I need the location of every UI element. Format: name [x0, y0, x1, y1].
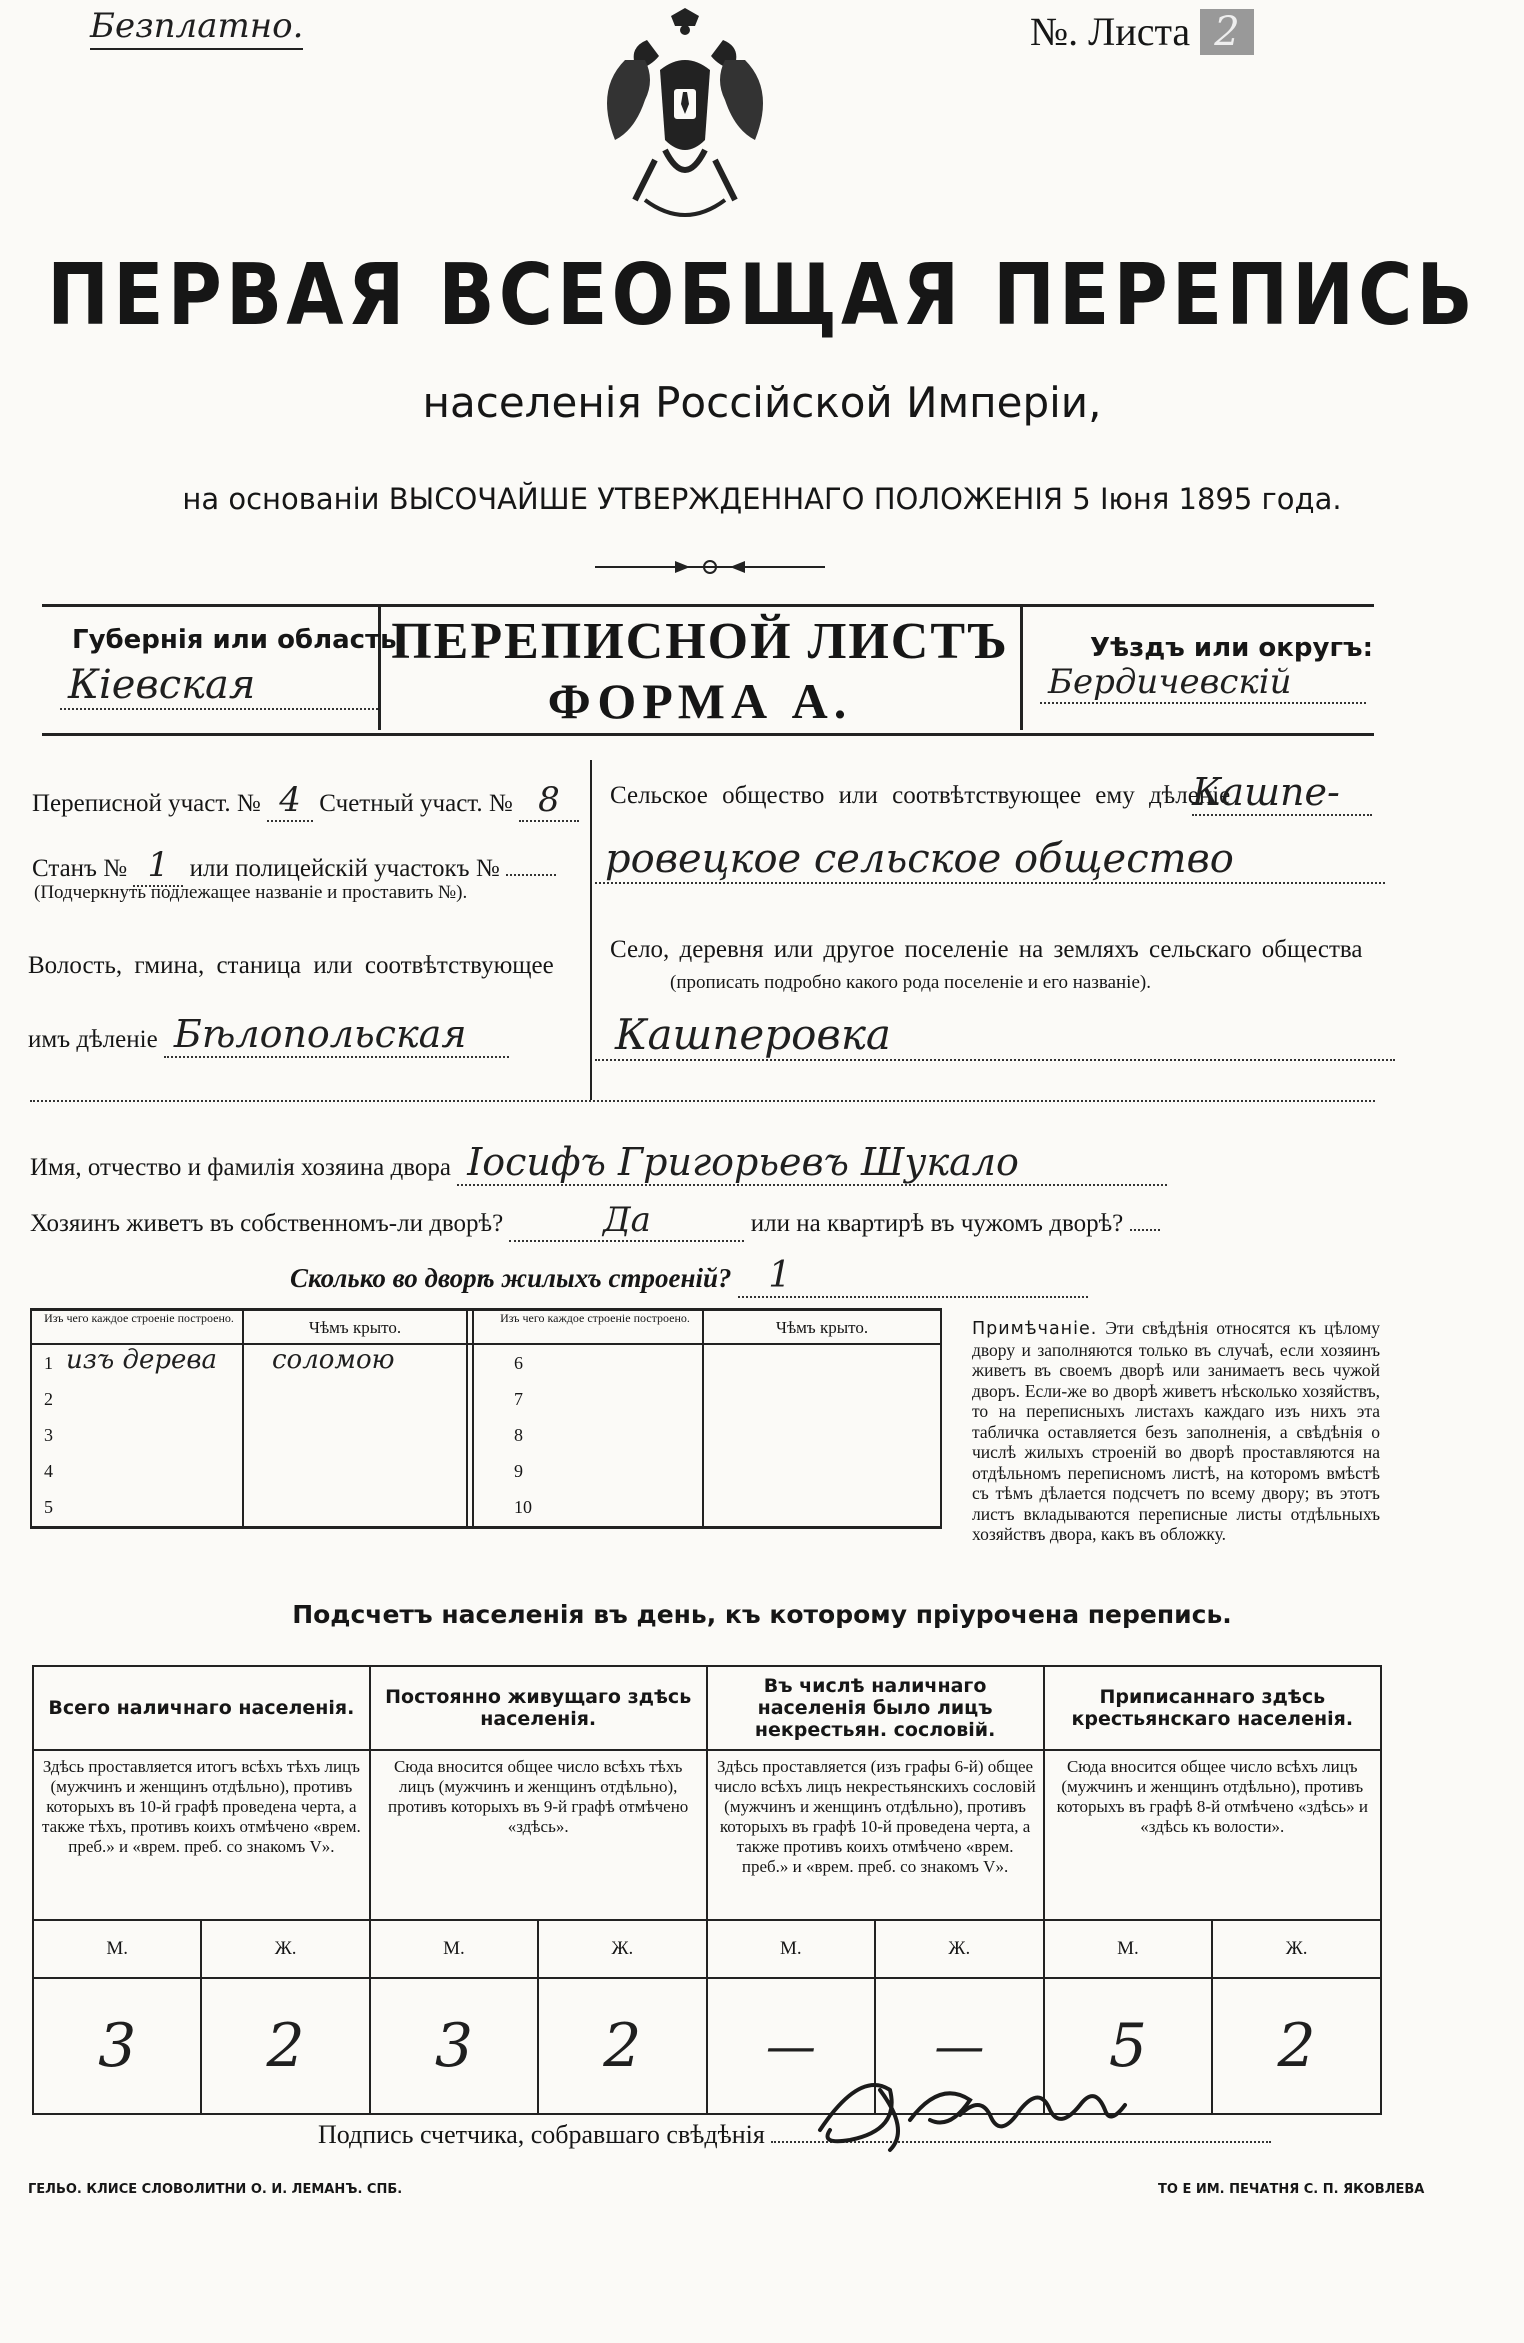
count-male: — — [707, 1978, 876, 2114]
own-yard-value: Да — [509, 1200, 744, 1242]
count-female: — — [875, 1978, 1044, 2114]
own-yard-label: Хозяинъ живетъ въ собственномъ-ли дворѣ? — [30, 1210, 504, 1237]
f-header: Ж. — [538, 1920, 706, 1978]
count-female: 2 — [201, 1978, 369, 2114]
building-num: 1 — [44, 1353, 53, 1373]
building-num: 2 — [44, 1389, 53, 1409]
stan-label: Станъ № — [32, 855, 128, 882]
building-num: 7 — [514, 1389, 523, 1409]
building-row — [44, 1489, 924, 1525]
census-section-row — [32, 780, 579, 822]
building-num: 5 — [44, 1497, 53, 1517]
building-num: 8 — [514, 1425, 523, 1445]
col-roof-header-left: Чѣмъ крыто. — [308, 1318, 402, 1337]
f-header: Ж. — [875, 1920, 1044, 1978]
province-label: Губернія или область: — [72, 625, 407, 655]
buildings-count-row — [290, 1255, 1088, 1298]
building-num: 3 — [44, 1425, 53, 1445]
page-basis: на основаніи ВЫСОЧАЙШЕ УТВЕРЖДЕННАГО ПОЛОЖЕНІЯ 5 Іюня 1895 года. — [182, 482, 1342, 516]
m-header: М. — [370, 1920, 538, 1978]
buildings-table — [30, 1308, 942, 1528]
volost-value: Бѣлопольская — [164, 1012, 509, 1058]
count-section-label: Счетный участ. № — [319, 790, 513, 817]
owner-name-value: Іосифъ Григорьевъ Шукало — [457, 1140, 1167, 1186]
free-label: Безплатно. — [90, 6, 303, 50]
sheet-number-label: №. Листа — [1030, 9, 1191, 54]
group-title: Приписаннаго здѣсь крестьянскаго населенія. — [1044, 1666, 1381, 1750]
note-text: Эти свѣдѣнія относятся къ цѣлому двору и заполняются только въ случаѣ, если хозяинъ живетъ въ своемъ дворѣ или занимаетъ весь чужой дворъ. Если-же во дворѣ живетъ нѣсколько хозяйствъ, то на переписныхъ листахъ каждаго изъ нихъ эта табличка оставляется безъ заполненія, а свѣдѣнія о числѣ жилыхъ строеній во дворѣ проставляются на отдѣльномъ переписномъ листѣ, на которомъ вмѣстѣ съ тѣмъ дѣлается подсчетъ по всему двору; въ этотъ листъ вкладываются переписные листы отдѣльныхъ хозяйствъ двора, какъ въ обложку. — [972, 1318, 1380, 1544]
volost-row — [28, 1012, 509, 1058]
fields-bottom-rule — [30, 1100, 1375, 1102]
building-roof: соломою — [272, 1345, 395, 1375]
volost-label-2: имъ дѣленіе — [28, 1026, 158, 1053]
group-desc: Сюда вносится общее число всѣхъ лицъ (мужчинъ и женщинъ отдѣльно), противъ которыхъ въ графѣ 8-й отмѣчено «здѣсь» и «здѣсь къ волости». — [1044, 1750, 1381, 1920]
province-value: Кіевская — [60, 662, 378, 710]
volost-label-1: Волость, гмина, станица или соотвѣтствующее — [28, 952, 554, 979]
group-title: Всего наличнаго населенія. — [33, 1666, 370, 1750]
stan-row — [32, 845, 556, 887]
signature-label: Подпись счетчика, собравшаго свѣдѣнія — [318, 2120, 765, 2149]
left-right-divider — [590, 760, 592, 1100]
police-label: или полицейскій участокъ № — [189, 855, 500, 882]
building-num: 9 — [514, 1461, 523, 1481]
building-row — [44, 1345, 924, 1381]
village-label: Село, деревня или другое поселеніе на земляхъ сельскаго общества — [610, 936, 1363, 963]
count-male: 3 — [33, 1978, 201, 2114]
building-material: изъ дерева — [66, 1345, 218, 1375]
building-num: 4 — [44, 1461, 53, 1481]
society-value-2: ровецкое сельское общество — [595, 836, 1385, 884]
census-section-label: Переписной участ. № — [32, 790, 261, 817]
sheet-number — [1030, 8, 1254, 55]
owner-name-label: Имя, отчество и фамилія хозяина двора — [30, 1154, 451, 1181]
form-box-right-divider — [1020, 604, 1023, 730]
counter-signature — [790, 2060, 1150, 2170]
census-section-value: 4 — [267, 780, 313, 822]
count-male: 5 — [1044, 1978, 1213, 2114]
building-row — [44, 1381, 924, 1417]
f-header: Ж. — [201, 1920, 369, 1978]
col-material-header-left: Изъ чего каждое строеніе построено. — [44, 1311, 234, 1325]
count-female: 2 — [538, 1978, 706, 2114]
group-desc: Здѣсь проставляется итогъ всѣхъ тѣхъ лицъ (мужчинъ и женщинъ отдѣльно), противъ которыхъ въ 10-й графѣ проведена черта, а также тѣхъ, противъ коихъ отмѣчено «врем. преб.» и «врем. преб. со знакомъ V». — [33, 1750, 370, 1920]
page-title: ПЕРВАЯ ВСЕОБЩАЯ ПЕРЕПИСЬ — [47, 245, 1477, 345]
district-label: Уѣздъ или округъ: — [1090, 633, 1373, 663]
buildings-count-value: 1 — [738, 1255, 1088, 1298]
col-material-header-right: Изъ чего каждое строеніе построено. — [500, 1311, 690, 1325]
society-value-1: Кашпе- — [1192, 770, 1372, 816]
count-female: 2 — [1212, 1978, 1381, 2114]
district-value: Бердичевскій — [1040, 662, 1366, 704]
count-male: 3 — [370, 1978, 538, 2114]
police-value — [506, 874, 556, 876]
group-desc: Здѣсь проставляется (изъ графы 6-й) общее число всѣхъ лицъ некрестьянскихъ сословій (мужчинъ и женщинъ отдѣльно), противъ которыхъ въ графѣ 10-й проведена черта, а также противъ коихъ отмѣчено «врем. преб.» и «врем. преб. со знакомъ V». — [707, 1750, 1044, 1920]
m-header: М. — [33, 1920, 201, 1978]
f-header: Ж. — [1212, 1920, 1381, 1978]
rented-value — [1130, 1229, 1160, 1231]
ornament-divider — [595, 557, 825, 577]
m-header: М. — [707, 1920, 876, 1978]
group-title: Постоянно живущаго здѣсь населенія. — [370, 1666, 707, 1750]
col-roof-header-right: Чѣмъ крыто. — [775, 1318, 869, 1337]
footer-left: ГЕЛЬО. КЛИСЕ СЛОВОЛИТНИ О. И. ЛЕМАНЪ. СПБ. — [28, 2182, 403, 2197]
building-row — [44, 1453, 924, 1489]
m-header: М. — [1044, 1920, 1213, 1978]
own-yard-row — [30, 1200, 1160, 1242]
stan-value: 1 — [133, 845, 183, 887]
population-table — [32, 1665, 1382, 2115]
note-block — [972, 1318, 1380, 1545]
form-title: ПЕРЕПИСНОЙ ЛИСТЪ — [391, 613, 1009, 670]
buildings-count-label: Сколько во дворѣ жилыхъ строеній? — [290, 1263, 732, 1293]
group-title: Въ числѣ наличнаго населенія было лицъ некрестьян. сословій. — [707, 1666, 1044, 1750]
building-num: 10 — [514, 1497, 532, 1517]
sheet-number-value: 2 — [1200, 9, 1253, 55]
building-row — [44, 1417, 924, 1453]
village-note: (прописать подробно какого рода поселеніе и его названіе). — [670, 972, 1151, 993]
imperial-eagle-emblem — [585, 0, 785, 240]
stan-note: (Подчеркнуть подлежащее названіе и проставить №). — [34, 882, 468, 903]
rented-label: или на квартирѣ въ чужомъ дворѣ? — [750, 1210, 1124, 1237]
page-subtitle: населенія Россійской Имперіи, — [422, 378, 1102, 427]
population-heading: Подсчетъ населенія въ день, къ которому пріурочена перепись. — [292, 1600, 1232, 1629]
count-section-value: 8 — [519, 780, 579, 822]
footer-right: ТО Е ИМ. ПЕЧАТНЯ С. П. ЯКОВЛЕВА — [1158, 2182, 1425, 2197]
building-num: 6 — [514, 1353, 523, 1373]
form-box-left-divider — [378, 604, 381, 730]
group-desc: Сюда вносится общее число всѣхъ тѣхъ лицъ (мужчинъ и женщинъ отдѣльно), противъ которыхъ въ 9-й графѣ отмѣчено «здѣсь». — [370, 1750, 707, 1920]
village-value: Кашперовка — [595, 1010, 1395, 1061]
society-label: Сельское общество или соотвѣтствующее ему дѣленіе — [610, 782, 1231, 809]
note-label: Примѣчаніе. — [972, 1319, 1098, 1339]
owner-name-row — [30, 1140, 1167, 1186]
form-subtitle: ФОРМА А. — [547, 673, 853, 729]
